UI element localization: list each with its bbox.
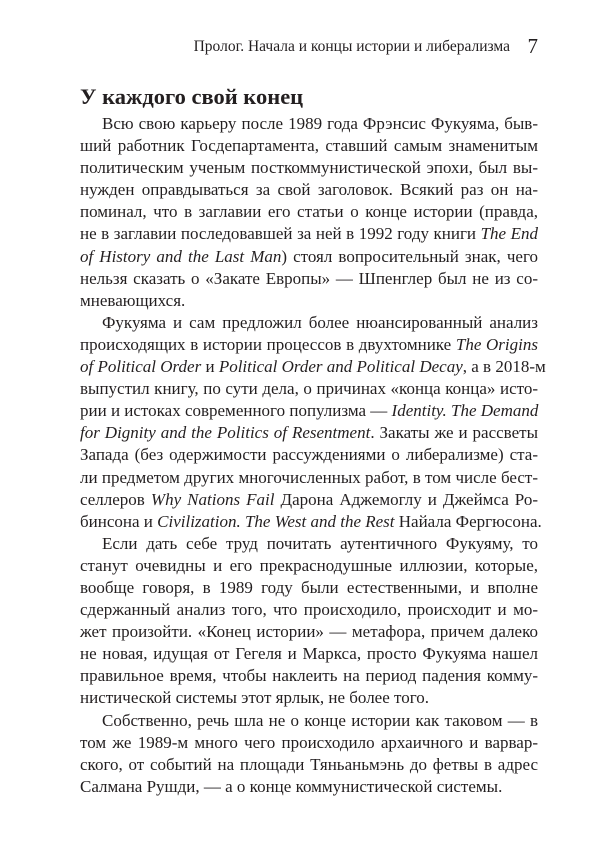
running-head (80, 34, 538, 56)
text-line: Если дать себе труд почитать аутентичного Фукуяму, то (102, 533, 538, 553)
text-line: рии и истоках современного популизма — Identity. The Demand (80, 401, 539, 421)
text-line: выпустил книгу, по сути дела, о причинах «конца конца» исто- (80, 379, 538, 399)
text-line: том же 1989-м много чего происходило архаичного и варвар- (80, 732, 538, 752)
text-line: бинсона и Civilization. The West and the Rest Найала Фергюсона. (80, 511, 542, 531)
text-line: ший работник Госдепартамента, ставший самым знаменитым (80, 136, 538, 156)
text-line: мневающихся. (80, 290, 186, 310)
text-line: сдержанный анализ того, что происходило, происходит и мо- (80, 600, 538, 620)
text-line: Запада (без одержимости рассуждениями о либерализме) ста- (80, 445, 538, 465)
section-heading: У каждого свой конец (80, 84, 304, 109)
text-line: вообще говоря, в 1989 году были естественными, и вполне (80, 577, 538, 597)
running-title: Пролог. Начала и концы истории и либерализма (193, 38, 510, 55)
text-line: нужден оправдываться за свой заголовок. Всякий раз он на- (80, 180, 538, 200)
text-line: Фукуяма и сам предложил более нюансированный анализ (102, 312, 538, 332)
text-line: ского, от событий на площади Тяньаньмэнь до фетвы в адрес (80, 754, 538, 774)
text-line: станут очевидны и его прекраснодушные иллюзии, которые, (80, 555, 538, 575)
text-line: Всю свою карьеру после 1989 года Фрэнсис Фукуяма, быв- (102, 114, 538, 133)
text-line: Собственно, речь шла не о конце истории как таковом — в (102, 710, 538, 730)
text-line: Салмана Рушди, — а о конце коммунистической системы. (80, 776, 503, 796)
text-line: of Political Order и Political Order and Political Decay, а в 2018-м (80, 357, 546, 377)
text-line: of History and the Last Man) стоял вопросительный знак, чего (80, 246, 538, 266)
text-line: for Dignity and the Politics of Resentment. Закаты же и рассветы (80, 423, 538, 443)
text-line: жет произойти. «Конец истории» — метафора, причем далеко (80, 622, 538, 642)
text-line: поминал, что в заглавии его статьи о конце истории (правда, (80, 202, 538, 222)
text-line: нельзя сказать о «Закате Европы» — Шпенглер был не из со- (80, 268, 538, 288)
text-line: не в заглавии последовавшей за ней в 1992 году книги The End (80, 224, 539, 244)
text-line: происходящих в истории процессов в двухтомнике The Origins (80, 334, 538, 354)
text-line: нистической системы этот ярлык, не более того. (80, 688, 430, 708)
page-number: 7 (527, 34, 538, 58)
text-line: политическим ученым посткоммунистической эпохи, был вы- (80, 158, 538, 178)
text-line: правильное время, чтобы наклеить на период падения комму- (80, 666, 538, 686)
text-line: селлеров Why Nations Fail Дарона Аджемоглу и Джеймса Ро- (80, 489, 538, 509)
text-line: не новая, идущая от Гегеля и Маркса, просто Фукуяма нашел (80, 644, 538, 664)
body-text (80, 113, 546, 798)
text-line: ли предметом других многочисленных работ, в том числе бест- (80, 467, 538, 487)
